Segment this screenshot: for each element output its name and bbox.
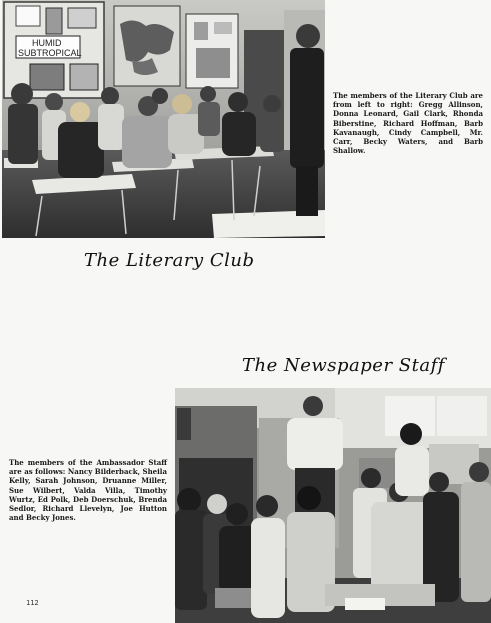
ambassador-staff-caption: The members of the Ambassador Staff are as follows: Nancy Bilderback, Sheila Kelly, Sarah Johnson, Druanne Miller, Sue Wilbert, Valda Villa, Timothy Wurtz, Ed Polk, Deb Doerschuk, Brenda Sedlor, Richard Llevelyn, Joe Hutton and Becky Jones. — [9, 458, 167, 523]
page-number: 112 — [26, 599, 39, 607]
literary-club-photo — [2, 0, 325, 238]
newspaper-staff-heading: The Newspaper Staff — [242, 355, 445, 376]
newspaper-staff-photo — [175, 388, 491, 623]
literary-club-heading: The Literary Club — [84, 250, 255, 271]
sign-subtropical-text: SUBTROPICAL — [18, 48, 82, 58]
literary-club-caption: The members of the Literary Club are from left to right: Gregg Allinson, Donna Leonard, Gail Clark, Rhonda Biberstine, Richard Hoffman, Barb Kavanaugh, Cindy Campbell, Mr. Carr, Becky Waters, and Barb Shallow. — [333, 91, 483, 156]
sign-humid-text: HUMID — [32, 38, 62, 48]
